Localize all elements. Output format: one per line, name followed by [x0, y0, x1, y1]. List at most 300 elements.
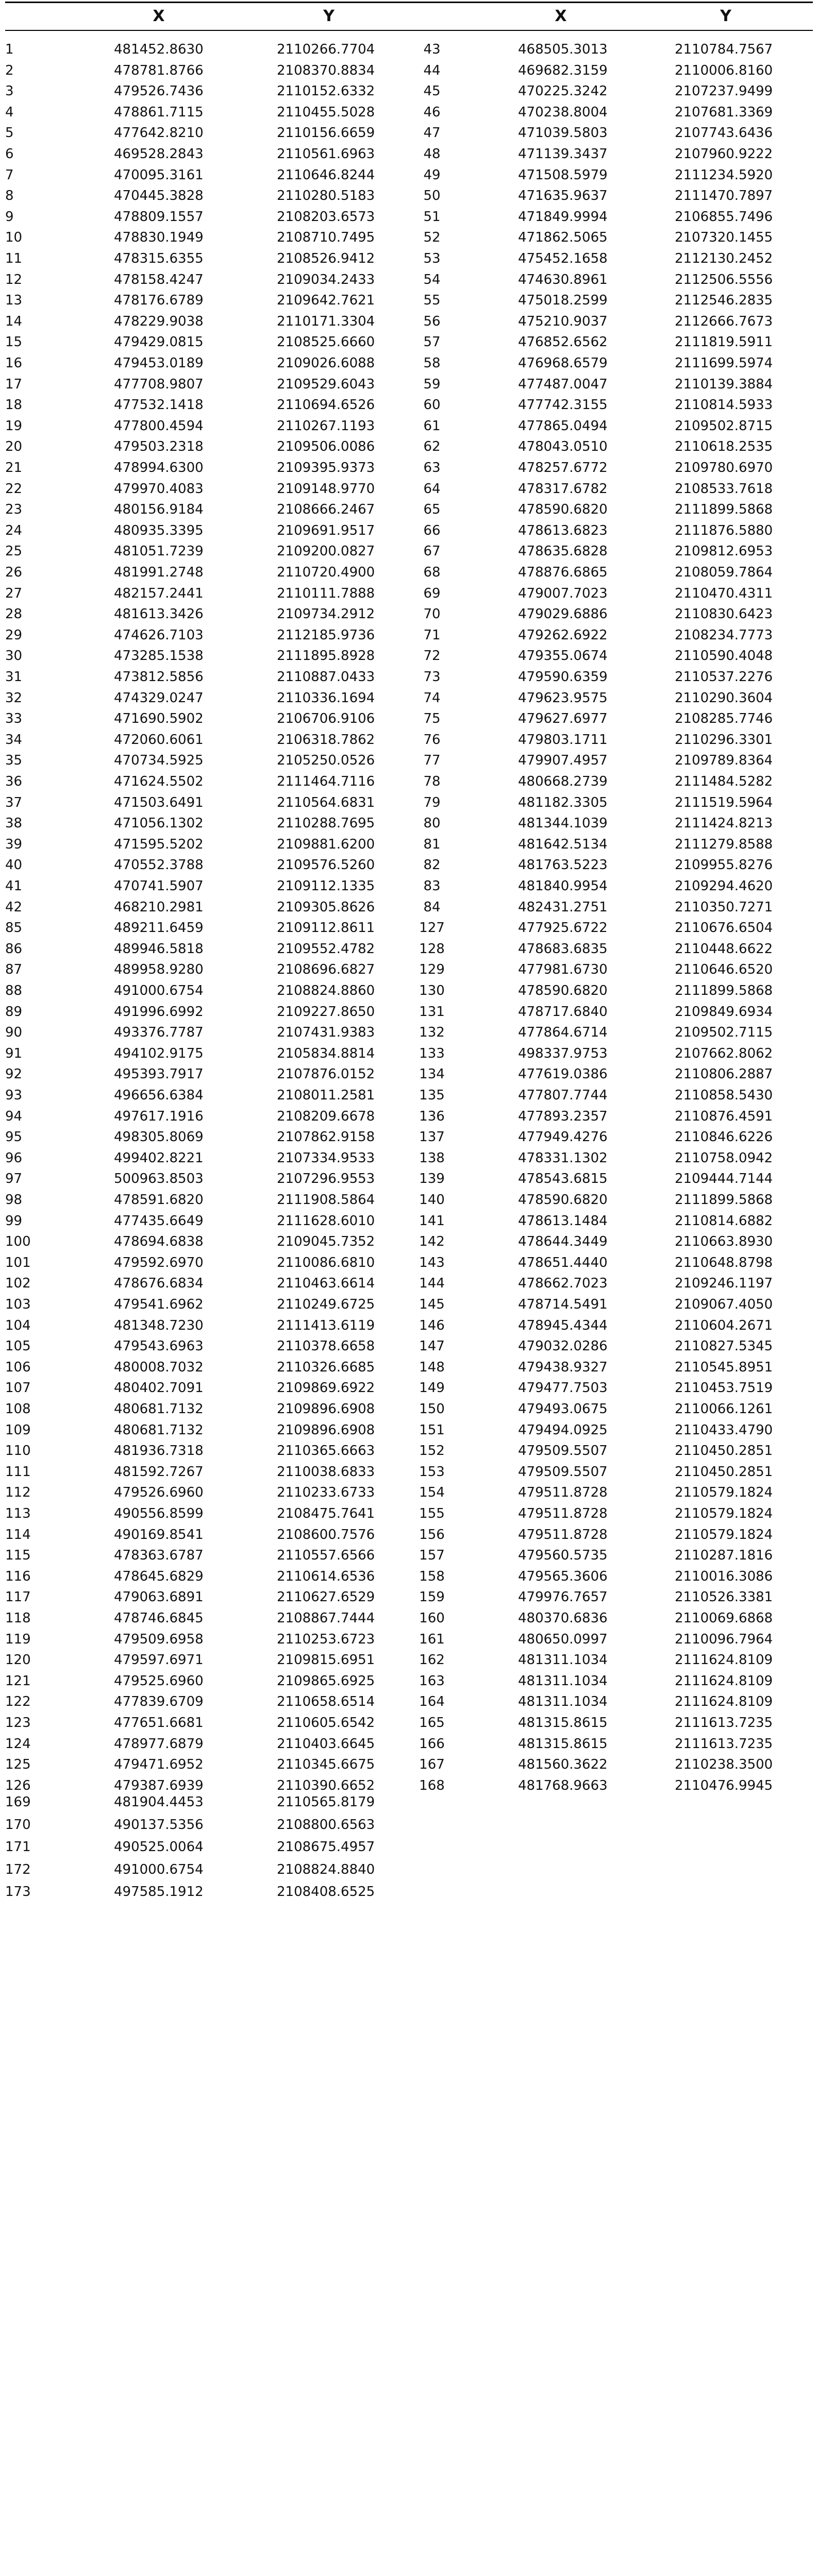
row-index: 153 [419, 1464, 445, 1480]
x-value: 491000.6754 [114, 1861, 204, 1877]
x-value: 475452.1658 [518, 251, 608, 266]
y-value: 2110476.9945 [675, 1777, 773, 1793]
row-index: 168 [419, 1777, 445, 1793]
x-value: 468505.3013 [518, 42, 608, 57]
row-index: 67 [423, 544, 441, 560]
x-value: 477800.4594 [114, 418, 204, 434]
row-index: 112 [5, 1485, 31, 1501]
x-value: 479503.2318 [114, 439, 204, 455]
row-index: 171 [5, 1839, 31, 1855]
row-index: 3 [5, 83, 14, 99]
row-index: 14 [5, 313, 23, 329]
y-value: 2109026.6088 [277, 355, 375, 371]
y-value: 2110253.6723 [277, 1631, 375, 1647]
row-index: 32 [5, 690, 23, 706]
x-value: 497617.1916 [114, 1108, 204, 1124]
x-value: 475018.2599 [518, 293, 608, 309]
x-value: 478613.6823 [518, 522, 608, 538]
row-index: 103 [5, 1297, 31, 1312]
x-value: 479494.0925 [518, 1422, 608, 1438]
row-index: 1 [5, 42, 14, 57]
y-value: 2110066.1261 [675, 1401, 773, 1417]
row-index: 31 [5, 669, 23, 685]
y-value: 2108526.9412 [277, 251, 375, 266]
row-index: 127 [419, 920, 445, 936]
x-value: 479541.6962 [114, 1297, 204, 1312]
y-value: 2110564.6831 [277, 794, 375, 810]
row-index: 74 [423, 690, 441, 706]
row-index: 37 [5, 794, 23, 810]
row-index: 64 [423, 481, 441, 497]
y-value: 2109789.8364 [675, 753, 773, 769]
row-index: 139 [419, 1171, 445, 1187]
x-value: 479803.1711 [518, 732, 608, 748]
x-value: 480156.9184 [114, 502, 204, 518]
row-index: 30 [5, 648, 23, 664]
x-value: 471635.9637 [518, 188, 608, 204]
x-value: 478945.4344 [518, 1317, 608, 1333]
y-value: 2108475.7641 [277, 1506, 375, 1521]
y-value: 2110526.3381 [675, 1589, 773, 1605]
x-value: 479509.5507 [518, 1443, 608, 1459]
x-value: 481936.7318 [114, 1443, 204, 1459]
x-value: 478830.1949 [114, 230, 204, 246]
y-value: 2110463.6614 [277, 1276, 375, 1292]
y-value: 2110565.8179 [277, 1794, 375, 1810]
row-index: 13 [5, 293, 23, 309]
y-value: 2110614.6536 [277, 1568, 375, 1584]
row-index: 21 [5, 460, 23, 476]
row-index: 50 [423, 188, 441, 204]
row-index: 169 [5, 1794, 31, 1810]
y-value: 2110830.6423 [675, 606, 773, 622]
x-value: 489211.6459 [114, 920, 204, 936]
row-index: 119 [5, 1631, 31, 1647]
x-value: 479543.6963 [114, 1338, 204, 1354]
row-index: 61 [423, 418, 441, 434]
y-value: 2109227.8650 [277, 1004, 375, 1020]
y-value: 2110814.5933 [675, 397, 773, 413]
x-value: 471508.5979 [518, 167, 608, 183]
row-index: 164 [419, 1694, 445, 1710]
row-index: 96 [5, 1150, 23, 1166]
x-value: 477619.0386 [518, 1066, 608, 1082]
y-value: 2109502.7115 [675, 1025, 773, 1041]
y-value: 2111624.8109 [675, 1673, 773, 1689]
row-index: 49 [423, 167, 441, 183]
row-index: 165 [419, 1715, 445, 1731]
y-value: 2109896.6908 [277, 1422, 375, 1438]
y-value: 2108800.6563 [277, 1817, 375, 1833]
row-index: 18 [5, 397, 23, 413]
row-index: 84 [423, 899, 441, 915]
y-value: 2110450.2851 [675, 1443, 773, 1459]
y-value: 2110290.3604 [675, 690, 773, 706]
x-value: 498305.8069 [114, 1129, 204, 1145]
y-value: 2109305.8626 [277, 899, 375, 915]
row-index: 86 [5, 941, 23, 957]
y-value: 2107681.3369 [675, 104, 773, 120]
y-value: 2110280.5183 [277, 188, 375, 204]
row-index: 54 [423, 272, 441, 287]
x-value: 474630.8961 [518, 272, 608, 287]
x-value: 477807.7744 [518, 1088, 608, 1103]
x-value: 478591.6820 [114, 1192, 204, 1208]
x-value: 480008.7032 [114, 1359, 204, 1375]
row-index: 132 [419, 1025, 445, 1041]
x-value: 480681.7132 [114, 1401, 204, 1417]
x-value: 481560.3622 [518, 1757, 608, 1773]
x-value: 477864.6714 [518, 1025, 608, 1041]
y-value: 2110296.3301 [675, 732, 773, 748]
row-index: 58 [423, 355, 441, 371]
x-value: 479438.9327 [518, 1359, 608, 1375]
row-index: 117 [5, 1589, 31, 1605]
row-index: 129 [419, 962, 445, 978]
y-value: 2110288.7695 [277, 816, 375, 832]
y-value: 2110238.3500 [675, 1757, 773, 1773]
y-value: 2110233.6733 [277, 1485, 375, 1501]
row-index: 173 [5, 1884, 31, 1900]
row-index: 20 [5, 439, 23, 455]
x-value: 497585.1912 [114, 1884, 204, 1900]
x-value: 478876.6865 [518, 565, 608, 580]
x-value: 499402.8221 [114, 1150, 204, 1166]
x-value: 479509.5507 [518, 1464, 608, 1480]
row-index: 108 [5, 1401, 31, 1417]
row-index: 167 [419, 1757, 445, 1773]
row-index: 33 [5, 711, 23, 727]
x-value: 477865.0494 [518, 418, 608, 434]
x-value: 471139.3437 [518, 146, 608, 162]
x-value: 496656.6384 [114, 1088, 204, 1103]
row-index: 125 [5, 1757, 31, 1773]
y-value: 2107876.0152 [277, 1066, 375, 1082]
row-index: 131 [419, 1004, 445, 1020]
y-value: 2109881.6200 [277, 836, 375, 852]
y-value: 2111895.8928 [277, 648, 375, 664]
y-value: 2105250.0526 [277, 753, 375, 769]
x-value: 478781.8766 [114, 62, 204, 78]
row-index: 44 [423, 62, 441, 78]
header-x-left: X [153, 7, 165, 25]
y-value: 2110846.6226 [675, 1129, 773, 1145]
y-value: 2109034.2433 [277, 272, 375, 287]
x-value: 479477.7503 [518, 1380, 608, 1396]
row-index: 35 [5, 753, 23, 769]
table-top-rule [5, 2, 813, 3]
x-value: 471039.5803 [518, 125, 608, 141]
x-value: 469528.2843 [114, 146, 204, 162]
y-value: 2110267.1193 [277, 418, 375, 434]
y-value: 2109869.6922 [277, 1380, 375, 1396]
y-value: 2108011.2581 [277, 1088, 375, 1103]
x-value: 470095.3161 [114, 167, 204, 183]
x-value: 479509.6958 [114, 1631, 204, 1647]
row-index: 142 [419, 1234, 445, 1250]
x-value: 470734.5925 [114, 753, 204, 769]
row-index: 72 [423, 648, 441, 664]
row-index: 47 [423, 125, 441, 141]
row-index: 122 [5, 1694, 31, 1710]
y-value: 2108370.8834 [277, 62, 375, 78]
row-index: 110 [5, 1443, 31, 1459]
coordinate-table [5, 2, 813, 2576]
y-value: 2111899.5868 [675, 983, 773, 998]
y-value: 2109148.9770 [277, 481, 375, 497]
row-index: 140 [419, 1192, 445, 1208]
row-index: 63 [423, 460, 441, 476]
y-value: 2111628.6010 [277, 1213, 375, 1229]
row-index: 159 [419, 1589, 445, 1605]
x-value: 479970.4083 [114, 481, 204, 497]
row-index: 52 [423, 230, 441, 246]
y-value: 2109444.7144 [675, 1171, 773, 1187]
y-value: 2112185.9736 [277, 627, 375, 643]
x-value: 471862.5065 [518, 230, 608, 246]
row-index: 70 [423, 606, 441, 622]
x-value: 489946.5818 [114, 941, 204, 957]
y-value: 2110627.6529 [277, 1589, 375, 1605]
y-value: 2111899.5868 [675, 1192, 773, 1208]
row-index: 118 [5, 1611, 31, 1626]
x-value: 481768.9663 [518, 1777, 608, 1793]
row-index: 26 [5, 565, 23, 580]
x-value: 482431.2751 [518, 899, 608, 915]
row-index: 42 [5, 899, 23, 915]
row-index: 102 [5, 1276, 31, 1292]
row-index: 65 [423, 502, 441, 518]
row-index: 105 [5, 1338, 31, 1354]
y-value: 2110455.5028 [277, 104, 375, 120]
y-value: 2110156.6659 [277, 125, 375, 141]
x-value: 481315.8615 [518, 1736, 608, 1752]
y-value: 2109529.6043 [277, 376, 375, 392]
x-value: 479565.3606 [518, 1568, 608, 1584]
y-value: 2112546.2835 [675, 293, 773, 309]
row-index: 29 [5, 627, 23, 643]
x-value: 481311.1034 [518, 1652, 608, 1668]
y-value: 2109955.8276 [675, 857, 773, 873]
x-value: 479355.0674 [518, 648, 608, 664]
x-value: 476968.6579 [518, 355, 608, 371]
x-value: 481182.3305 [518, 794, 608, 810]
row-index: 160 [419, 1611, 445, 1626]
y-value: 2110139.3884 [675, 376, 773, 392]
row-index: 85 [5, 920, 23, 936]
row-index: 6 [5, 146, 14, 162]
x-value: 489958.9280 [114, 962, 204, 978]
row-index: 76 [423, 732, 441, 748]
x-value: 500963.8503 [114, 1171, 204, 1187]
x-value: 471056.1302 [114, 816, 204, 832]
x-value: 490137.5356 [114, 1817, 204, 1833]
y-value: 2112666.7673 [675, 313, 773, 329]
x-value: 482157.2441 [114, 585, 204, 601]
row-index: 80 [423, 816, 441, 832]
x-value: 479453.0189 [114, 355, 204, 371]
row-index: 136 [419, 1108, 445, 1124]
row-index: 45 [423, 83, 441, 99]
y-value: 2111899.5868 [675, 502, 773, 518]
x-value: 478717.6840 [518, 1004, 608, 1020]
y-value: 2109812.6953 [675, 544, 773, 560]
row-index: 114 [5, 1527, 31, 1543]
row-index: 73 [423, 669, 441, 685]
x-value: 479511.8728 [518, 1485, 608, 1501]
x-value: 479029.6886 [518, 606, 608, 622]
x-value: 490169.8541 [114, 1527, 204, 1543]
row-index: 154 [419, 1485, 445, 1501]
row-index: 138 [419, 1150, 445, 1166]
row-index: 150 [419, 1401, 445, 1417]
x-value: 481763.5223 [518, 857, 608, 873]
y-value: 2108408.6525 [277, 1884, 375, 1900]
y-value: 2109865.6925 [277, 1673, 375, 1689]
row-index: 120 [5, 1652, 31, 1668]
y-value: 2109502.8715 [675, 418, 773, 434]
x-value: 479526.6960 [114, 1485, 204, 1501]
y-value: 2109067.4050 [675, 1297, 773, 1312]
y-value: 2110604.2671 [675, 1317, 773, 1333]
row-index: 145 [419, 1297, 445, 1312]
x-value: 478363.6787 [114, 1548, 204, 1564]
y-value: 2110350.7271 [675, 899, 773, 915]
y-value: 2110827.5345 [675, 1338, 773, 1354]
row-index: 7 [5, 167, 14, 183]
row-index: 51 [423, 209, 441, 225]
y-value: 2110345.6675 [277, 1757, 375, 1773]
row-index: 170 [5, 1817, 31, 1833]
row-index: 68 [423, 565, 441, 580]
row-index: 2 [5, 62, 14, 78]
x-value: 478043.0510 [518, 439, 608, 455]
x-value: 471849.9994 [518, 209, 608, 225]
row-index: 130 [419, 983, 445, 998]
x-value: 493376.7787 [114, 1025, 204, 1041]
row-index: 56 [423, 313, 441, 329]
row-index: 137 [419, 1129, 445, 1145]
y-value: 2108824.8860 [277, 983, 375, 998]
x-value: 478331.1302 [518, 1150, 608, 1166]
x-value: 470225.3242 [518, 83, 608, 99]
y-value: 2111470.7897 [675, 188, 773, 204]
x-value: 477839.6709 [114, 1694, 204, 1710]
y-value: 2111624.8109 [675, 1652, 773, 1668]
x-value: 479525.6960 [114, 1673, 204, 1689]
row-index: 144 [419, 1276, 445, 1292]
x-value: 477487.0047 [518, 376, 608, 392]
x-value: 476852.6562 [518, 334, 608, 350]
x-value: 481348.7230 [114, 1317, 204, 1333]
x-value: 477435.6649 [114, 1213, 204, 1229]
y-value: 2111484.5282 [675, 774, 773, 789]
row-index: 81 [423, 836, 441, 852]
y-value: 2107743.6436 [675, 125, 773, 141]
y-value: 2108285.7746 [675, 711, 773, 727]
row-index: 161 [419, 1631, 445, 1647]
row-index: 78 [423, 774, 441, 789]
x-value: 490556.8599 [114, 1506, 204, 1521]
row-index: 28 [5, 606, 23, 622]
row-index: 134 [419, 1066, 445, 1082]
x-value: 479471.6952 [114, 1757, 204, 1773]
y-value: 2108600.7576 [277, 1527, 375, 1543]
row-index: 99 [5, 1213, 23, 1229]
x-value: 478861.7115 [114, 104, 204, 120]
y-value: 2109780.6970 [675, 460, 773, 476]
x-value: 480402.7091 [114, 1380, 204, 1396]
row-index: 53 [423, 251, 441, 266]
x-value: 478977.6879 [114, 1736, 204, 1752]
y-value: 2107862.9158 [277, 1129, 375, 1145]
row-index: 128 [419, 941, 445, 957]
x-value: 480650.0997 [518, 1631, 608, 1647]
y-value: 2110579.1824 [675, 1527, 773, 1543]
x-value: 474329.0247 [114, 690, 204, 706]
y-value: 2110858.5430 [675, 1088, 773, 1103]
row-index: 106 [5, 1359, 31, 1375]
y-value: 2110433.4790 [675, 1422, 773, 1438]
x-value: 481051.7239 [114, 544, 204, 560]
x-value: 479493.0675 [518, 1401, 608, 1417]
x-value: 481311.1034 [518, 1673, 608, 1689]
y-value: 2108675.4957 [277, 1839, 375, 1855]
x-value: 477642.8210 [114, 125, 204, 141]
x-value: 475210.9037 [518, 313, 608, 329]
y-value: 2108666.2467 [277, 502, 375, 518]
row-index: 151 [419, 1422, 445, 1438]
x-value: 478590.6820 [518, 983, 608, 998]
y-value: 2111908.5864 [277, 1192, 375, 1208]
row-index: 156 [419, 1527, 445, 1543]
row-index: 83 [423, 878, 441, 894]
y-value: 2109395.9373 [277, 460, 375, 476]
y-value: 2110016.3086 [675, 1568, 773, 1584]
y-value: 2108824.8840 [277, 1861, 375, 1877]
x-value: 478694.6838 [114, 1234, 204, 1250]
row-index: 48 [423, 146, 441, 162]
row-index: 19 [5, 418, 23, 434]
y-value: 2110557.6566 [277, 1548, 375, 1564]
x-value: 494102.9175 [114, 1045, 204, 1061]
y-value: 2110111.7888 [277, 585, 375, 601]
x-value: 479387.6939 [114, 1777, 204, 1793]
y-value: 2111234.5920 [675, 167, 773, 183]
y-value: 2110590.4048 [675, 648, 773, 664]
row-index: 12 [5, 272, 23, 287]
y-value: 2110069.6868 [675, 1611, 773, 1626]
x-value: 490525.0064 [114, 1839, 204, 1855]
row-index: 11 [5, 251, 23, 266]
row-index: 23 [5, 502, 23, 518]
x-value: 478635.6828 [518, 544, 608, 560]
row-index: 60 [423, 397, 441, 413]
y-value: 2109506.0086 [277, 439, 375, 455]
x-value: 478746.6845 [114, 1611, 204, 1626]
x-value: 479590.6359 [518, 669, 608, 685]
row-index: 57 [423, 334, 441, 350]
x-value: 473285.1538 [114, 648, 204, 664]
y-value: 2108867.7444 [277, 1611, 375, 1626]
row-index: 43 [423, 42, 441, 57]
x-value: 479511.8728 [518, 1506, 608, 1521]
y-value: 2109815.6951 [277, 1652, 375, 1668]
y-value: 2110266.7704 [277, 42, 375, 57]
x-value: 478651.4440 [518, 1255, 608, 1270]
y-value: 2107237.9499 [675, 83, 773, 99]
row-index: 111 [5, 1464, 31, 1480]
